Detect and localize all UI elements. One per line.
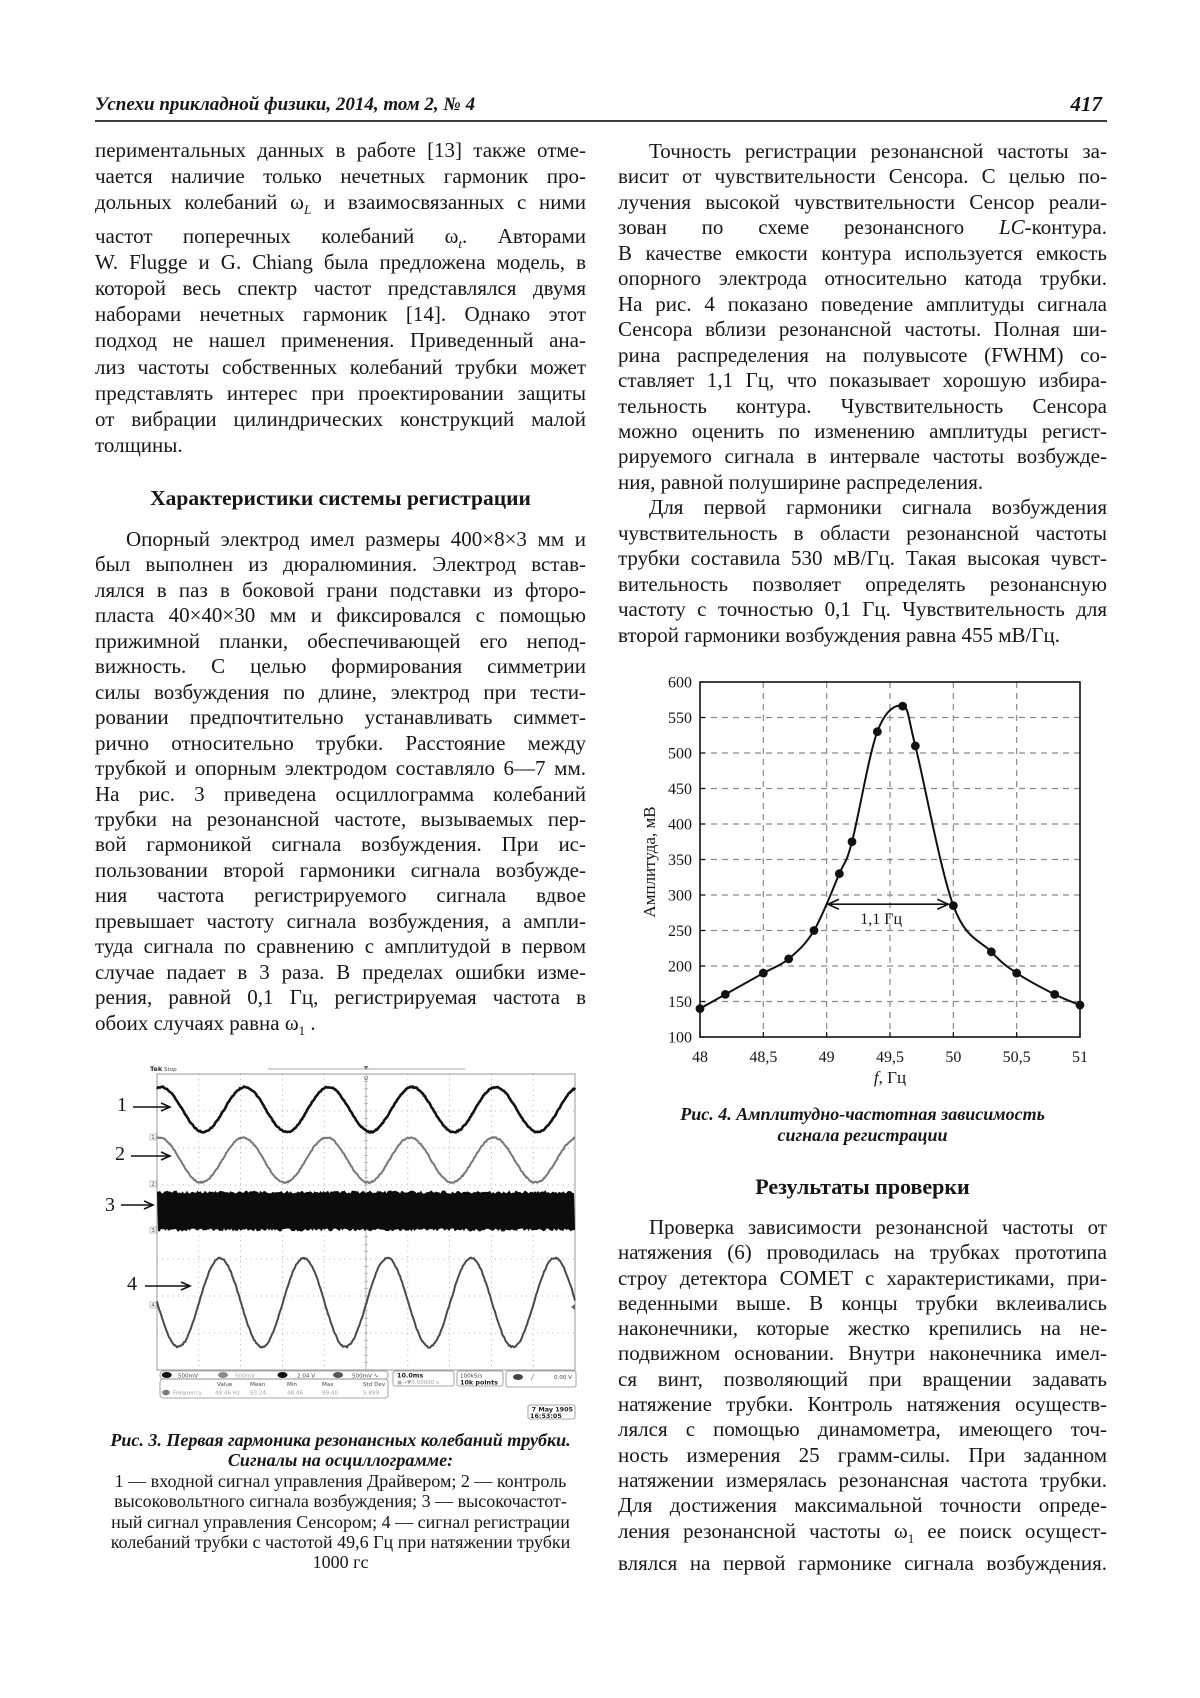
text-line: В качестве емкости контура используется емкость — [618, 240, 1107, 265]
text-line: наборами нечетных гармоник [14]. Однако этот — [95, 302, 586, 327]
text-line: чувствительность в области резонансной частоты — [618, 520, 1107, 545]
text-run: -контура. — [1024, 215, 1107, 240]
text-line: сигнала регистрации — [777, 1125, 948, 1145]
text-line: W. Flugge и G. Chiang была предложена модель, в — [95, 249, 586, 274]
trigger-channel: 4 — [516, 1375, 520, 1381]
paragraph-continued — [95, 137, 586, 458]
record-length: 10k points — [460, 1378, 498, 1387]
text-line — [95, 1011, 586, 1036]
signal-number-label: 2 — [115, 1143, 125, 1165]
text-run: дольных колебаний — [95, 190, 291, 215]
page-number: 417 — [1070, 92, 1102, 116]
signal-number-label: 3 — [105, 1194, 115, 1216]
figure-3-caption — [95, 1430, 586, 1573]
channel-1-scale: 500mV — [178, 1373, 198, 1380]
arrow-icon — [131, 1152, 170, 1160]
data-point — [721, 990, 730, 999]
text-line: натяжение трубки. Контроль натяжения осуществ- — [618, 1392, 1107, 1417]
text-line: На рис. 3 приведена осциллограмма колебаний — [95, 781, 586, 806]
text-line: Для первой гармоники сигнала возбуждения — [649, 495, 1107, 520]
data-point — [1050, 990, 1059, 999]
measurement-header: Min — [287, 1382, 297, 1388]
y-tick-label: 450 — [668, 781, 692, 798]
text-line: частоту с точностью 0,1 Гц. Чувствительность для — [618, 597, 1107, 622]
measurement-value: 49.46 Hz — [215, 1390, 240, 1397]
measurement-value: 48.46 — [287, 1390, 304, 1397]
x-axis-title — [874, 1068, 906, 1087]
measurement-value: 53.24 — [250, 1390, 267, 1397]
text-line: Для достижения максимальной точности опреде- — [618, 1493, 1107, 1518]
trigger-level: 0.00 V — [553, 1375, 572, 1381]
y-axis-title: Амплитуда, мВ — [640, 806, 659, 918]
text-line: вижность. С целью формирования симметрии — [95, 654, 586, 679]
trigger-slope: ╱ — [531, 1375, 535, 1381]
text-line: Рис. 3. Первая гармоника резонансных колебаний трубки. — [110, 1430, 571, 1450]
data-point — [987, 947, 996, 956]
y-tick-label: 350 — [668, 852, 692, 869]
math-subscript: t — [458, 235, 463, 251]
data-point — [1076, 1001, 1085, 1010]
text-line: ния, равной полуширине распределения. — [618, 469, 984, 494]
text-line: рения, равной 0,1 Гц, регистрируемая частота в — [95, 985, 586, 1010]
text-line: вительность позволяет определять резонансную — [618, 571, 1107, 596]
math-symbol — [893, 1518, 915, 1546]
math-subscript: 1 — [907, 1530, 915, 1546]
text-line: натяжении измерялась резонансная частота трубки. — [618, 1467, 1107, 1492]
measurement-header: Value — [217, 1382, 233, 1388]
text-line: был выполнен из дюралюминия. Электрод встав- — [95, 552, 586, 577]
paragraph — [618, 1215, 1107, 1576]
data-point — [835, 869, 844, 878]
y-tick-label: 250 — [668, 923, 692, 940]
y-tick-label: 600 — [668, 674, 692, 692]
text-line: подход не нашел применения. Приведенный ана- — [95, 328, 586, 353]
arrow-icon — [133, 1103, 170, 1111]
section-heading: Результаты проверки — [755, 1174, 970, 1199]
text-line: висит от чувствительности Сенсора. С целью по- — [618, 164, 1107, 189]
text-line: Рис. 4. Амплитудно-частотная зависимость — [680, 1104, 1045, 1124]
text-run: частот поперечных колебаний — [95, 223, 445, 248]
data-point — [696, 1004, 705, 1013]
text-line: лялся в паз в боковой грани подставки из фторо- — [95, 577, 586, 602]
math-base: ω — [284, 1010, 299, 1035]
text-line: которой весь спектр частот представлялся двумя — [95, 276, 586, 301]
text-line: пользовании второй гармоники сигнала возбужде- — [95, 857, 586, 882]
text-line: рично относительно трубки. Расстояние между — [95, 730, 586, 755]
text-run: зован по схеме резонансного — [618, 215, 999, 240]
x-axis-unit: , Гц — [878, 1068, 907, 1087]
text-line: ся винт, позволяющий при вращении задавать — [618, 1366, 1107, 1391]
y-tick-label: 300 — [668, 887, 692, 905]
text-line: Точность регистрации резонансной частоты за- — [649, 139, 1107, 163]
trigger-position-marker: U — [363, 1076, 369, 1082]
data-point — [949, 901, 958, 910]
y-tick-label: 200 — [668, 958, 692, 976]
figure-3-caption-body — [95, 1471, 586, 1573]
text-line: трубки на резонансной частоте, вызываемых пер- — [95, 806, 586, 831]
data-point — [848, 837, 857, 846]
text-line: лиз частоты собственных колебаний трубки может — [95, 354, 586, 379]
text-line: 1 — входной сигнал управления Драйвером; 2 — контроль — [114, 1470, 567, 1491]
text-run: и взаимосвязанных с ними — [311, 190, 586, 215]
text-line: трубкой и опорным электродом составляло 6—7 мм. — [95, 756, 586, 781]
fwhm-label: 1,1 Гц — [860, 911, 903, 929]
paragraph — [618, 139, 1107, 495]
text-line: представлять интерес при проектировании защиты — [95, 380, 586, 405]
math-base: ω — [893, 1518, 908, 1543]
data-point — [784, 955, 793, 964]
measurement-header: Max — [322, 1382, 334, 1388]
channel-1-badge — [162, 1372, 172, 1378]
channel-marker: 2 — [151, 1182, 155, 1188]
y-tick-label: 400 — [668, 816, 692, 834]
measurement-value: 5.899 — [363, 1390, 380, 1397]
channel-2-badge — [218, 1372, 228, 1378]
math-base: ω — [290, 190, 304, 215]
text-line: ставляет 1,1 Гц, что показывает хорошую избира- — [618, 368, 1107, 393]
data-point — [810, 926, 819, 935]
text-line: рируемого сигнала в интервале частоты возбужде- — [618, 444, 1107, 469]
time: 16:53:05 — [530, 1412, 562, 1420]
text-line — [618, 1519, 1107, 1544]
x-tick-label: 50 — [945, 1049, 962, 1066]
x-tick-label: 50,5 — [1002, 1049, 1031, 1066]
x-tick-label: 49,5 — [876, 1049, 904, 1066]
text-line: натяжения (6) проводилась на трубках прототипа — [618, 1240, 1107, 1265]
text-line: тельность контура. Чувствительность Сенсора — [618, 393, 1107, 418]
text-line: пласта 40×40×30 мм и фиксировался с помощью — [95, 603, 586, 628]
text-line: можно оценить по изменению амплитуды регист- — [618, 418, 1107, 443]
text-run: ее поиск осущест- — [914, 1518, 1107, 1543]
paragraph — [95, 527, 586, 1036]
right-column-text — [618, 139, 1107, 648]
channel-marker: 4 — [151, 1303, 155, 1309]
channel-marker: 1 — [151, 1135, 155, 1141]
horizontal-position: ▣→▼0.00000 s — [397, 1380, 440, 1386]
data-point — [898, 702, 907, 711]
text-line: силы возбуждения по длине, электрод при тести- — [95, 679, 586, 704]
acquisition-state: Stop — [164, 1067, 177, 1073]
channel-3-scale: 2.04 V — [297, 1373, 316, 1380]
text-run: обоих случаях равна — [95, 1010, 285, 1035]
math-symbol — [284, 1010, 306, 1038]
journal-title: Успехи прикладной физики, 2014, том 2, № 4 — [95, 94, 476, 115]
timebase: 10.0ms — [397, 1371, 424, 1380]
x-tick-label: 48 — [692, 1049, 708, 1066]
text-line: высоковольтного сигнала возбуждения; 3 — высокочастот- — [114, 1491, 567, 1512]
paragraph — [618, 495, 1107, 648]
text-line: На рис. 4 показано поведение амплитуды сигнала — [618, 291, 1107, 316]
text-line: превышает частоту сигнала возбуждения, а ампли- — [95, 908, 586, 933]
x-axis-variable: f — [873, 1068, 879, 1087]
text-line: ность измерения 25 грамм-силы. При заданном — [618, 1442, 1107, 1467]
y-tick-label: 550 — [668, 710, 692, 727]
arrow-icon — [121, 1201, 153, 1209]
fwhm-arrow — [828, 899, 948, 909]
text-line: трубки составила 530 мВ/Гц. Такая высокая чувст- — [618, 546, 1107, 571]
text-run: . Авторами — [462, 223, 587, 248]
text-line: случае падает в 3 раза. В пределах ошибки изме- — [95, 959, 586, 984]
signal-number-label: 4 — [127, 1273, 137, 1295]
running-header — [95, 92, 1105, 118]
x-tick-label: 51 — [1072, 1049, 1088, 1066]
text-line: колебаний трубки с частотой 49,6 Гц при натяжении трубки — [110, 1532, 571, 1553]
text-line: опорного электрода относительно катода трубки. — [618, 266, 1107, 291]
header-rule — [95, 120, 1107, 122]
text-line — [618, 215, 1107, 240]
text-line: ния частота регистрируемого сигнала вдвое — [95, 883, 586, 908]
text-line: ный сигнал управления Сенсором; 4 — сигнал регистрации — [111, 1511, 570, 1532]
text-line: периментальных данных в работе [13] также отме- — [95, 138, 586, 162]
section-heading: Характеристики системы регистрации — [150, 486, 531, 510]
y-tick-label: 500 — [668, 745, 692, 763]
text-line — [95, 189, 586, 218]
figure-3-caption-title — [95, 1430, 586, 1471]
signal-number-label: 1 — [117, 1094, 127, 1116]
measurement-header: Std Dev — [363, 1382, 386, 1388]
channel-3-badge — [278, 1372, 288, 1378]
math-symbol — [444, 223, 463, 251]
y-tick-label: 150 — [668, 994, 692, 1011]
measurement-header: Mean — [250, 1382, 266, 1388]
text-line: толщины. — [95, 433, 183, 458]
grid — [700, 682, 1080, 1037]
text-line: подвижном основании. Внутри наконечника имел- — [618, 1341, 1107, 1366]
text-line — [95, 223, 586, 249]
text-line: вой гармоникой сигнала возбуждения. При ис- — [95, 832, 586, 857]
data-point — [1012, 969, 1021, 978]
text-line: второй гармоники возбуждения равна 455 мВ/Гц. — [618, 622, 1060, 647]
trace-3-sensor-hf — [157, 1190, 575, 1231]
data-point — [911, 742, 920, 751]
text-line: влялся на первой гармонике сигнала возбуждения. — [618, 1550, 1107, 1575]
text-line: чается наличие только нечетных гармоник про- — [95, 164, 586, 189]
scope-brand: Tek — [150, 1065, 163, 1073]
text-line: прижимной планки, обеспечивающей его непод- — [95, 628, 586, 653]
math-subscript: 1 — [298, 1022, 306, 1038]
text-line: ровании предпочтительно устанавливать симмет- — [95, 705, 586, 730]
y-tick-label: 100 — [668, 1029, 692, 1047]
text-line: Сенсора вблизи резонансной частоты. Полная ши- — [618, 317, 1107, 342]
amplitude-frequency-chart — [600, 660, 1100, 1100]
text-line: от вибрации цилиндрических конструкций малой — [95, 407, 586, 432]
math-symbol — [290, 190, 312, 218]
figure-4-caption — [618, 1104, 1107, 1146]
text-line: лучения высокой чувствительности Сенсор реали- — [618, 189, 1107, 214]
oscillogram-figure — [100, 1060, 590, 1430]
measurement-value: 99.40 — [322, 1390, 339, 1397]
text-line: рина распределения на полувысоте (FWHM) со- — [618, 342, 1107, 367]
channel-4-badge — [333, 1372, 343, 1378]
text-line: Опорный электрод имел размеры 400×8×3 мм и — [126, 527, 586, 551]
math-subscript: L — [303, 202, 312, 218]
math-base: ω — [444, 223, 459, 248]
measurement-name: Frequency — [173, 1390, 202, 1397]
x-tick-label: 48,5 — [749, 1049, 778, 1066]
math-variable: LC — [998, 215, 1025, 240]
data-point — [759, 969, 768, 978]
sample-rate: 100kS/s — [460, 1373, 483, 1380]
text-line: туда сигнала по сравнению с амплитудой в первом — [95, 934, 586, 959]
measurement-channel: 2 — [164, 1390, 168, 1397]
date: 7 May 1905 — [531, 1405, 573, 1414]
channel-4-scale: 500mV ∿ — [352, 1373, 379, 1380]
x-tick-label: 49 — [818, 1049, 835, 1066]
data-point — [873, 727, 882, 736]
channel-2-scale: 500mV — [235, 1373, 255, 1380]
text-line: Сигналы на осциллограмме: — [227, 1450, 454, 1471]
text-line: Проверка зависимости резонансной частоты от — [649, 1215, 1107, 1239]
channel-marker: 3 — [151, 1228, 155, 1234]
text-line: строу детектора COMET с характеристиками, при- — [618, 1265, 1107, 1290]
text-run: ления резонансной частоты — [618, 1518, 894, 1543]
text-line: наконечники, которые жестко крепились на не- — [618, 1316, 1107, 1341]
text-run: . — [305, 1010, 316, 1035]
text-line: лялся с помощью динамометра, имеющего точ- — [618, 1417, 1107, 1442]
text-line: 1000 гс — [312, 1552, 369, 1573]
text-line: веденными выше. В концы трубки вклеивались — [618, 1290, 1107, 1315]
